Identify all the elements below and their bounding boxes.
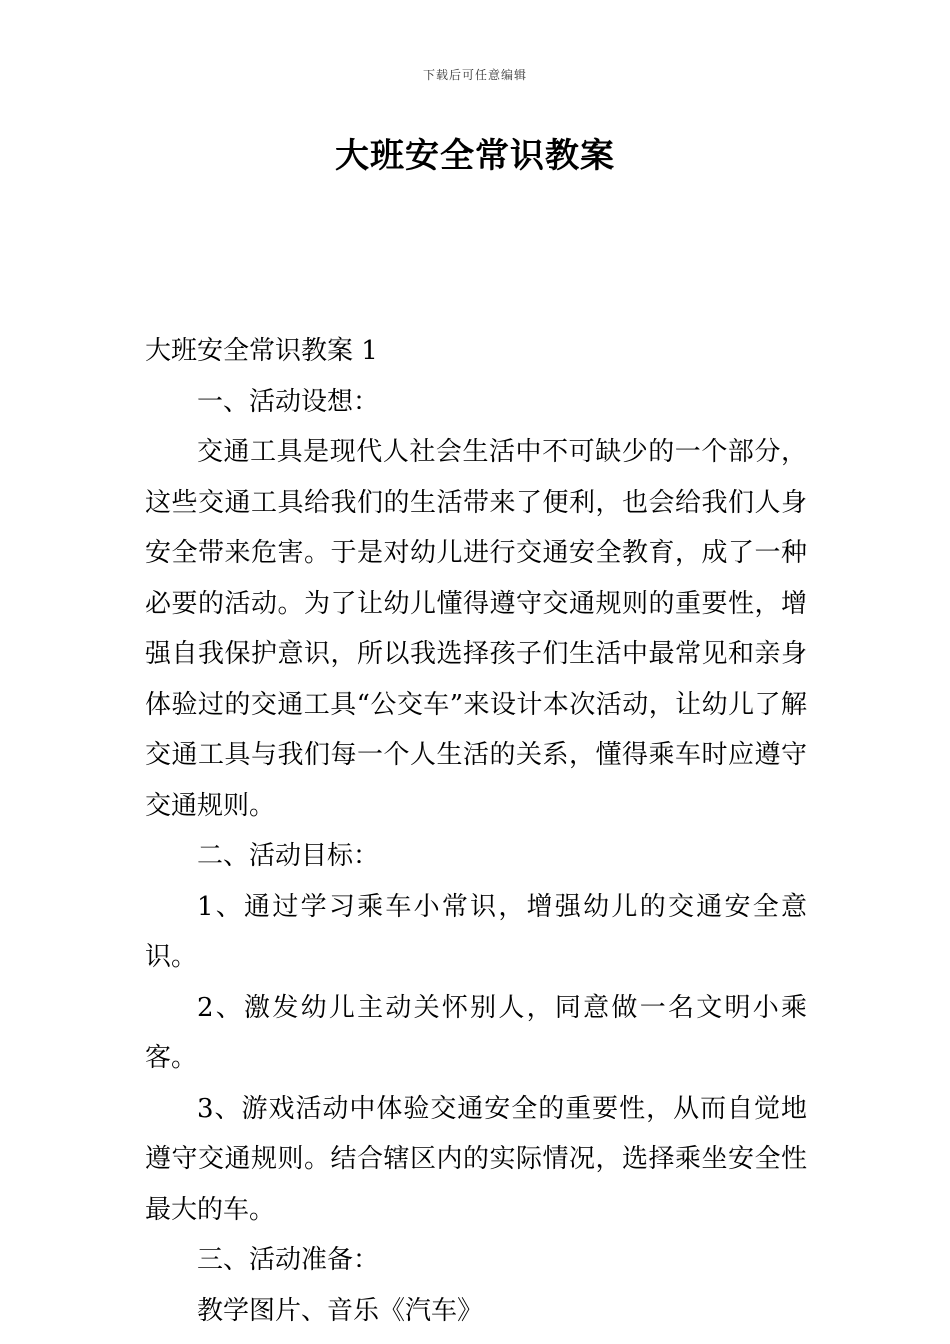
heading-activity-concept: 一、活动设想： (197, 386, 380, 417)
goal-item-2: 2、激发幼儿主动关怀别人，同意做一名文明小乘客。 (145, 992, 807, 1073)
paragraph-activity-concept: 交通工具是现代人社会生活中不可缺少的一个部分，这些交通工具给我们的生活带来了便利，也会给我们人身安全带来危害。于是对幼儿进行交通安全教育，成了一种必要的活动。为了让幼儿懂得遵守交通规则的重要性，增强自我保护意识，所以我选择孩子们生活中最常见和亲身体验过的交通工具“公交车”来设计本次活动，让幼儿了解交通工具与我们每一个人生活的关系，懂得乘车时应遵守交通规则。 (145, 437, 807, 821)
page-header-note: 下载后可任意编辑 (422, 68, 527, 82)
section-title: 大班安全常识教案 1 (145, 336, 378, 366)
goal-item-3: 3、游戏活动中体验交通安全的重要性，从而自觉地遵守交通规则。结合辖区内的实际情况，选择乘坐安全性最大的车。 (145, 1093, 807, 1225)
document-title: 大班安全常识教案 (335, 136, 615, 176)
heading-activity-goals: 二、活动目标： (197, 841, 380, 871)
goal-item-1: 1、通过学习乘车小常识，增强幼儿的交通安全意识。 (145, 891, 807, 972)
heading-activity-preparation: 三、活动准备： (197, 1245, 380, 1275)
document-body (145, 326, 807, 1336)
paragraph-preparation-materials: 教学图片、音乐《汽车》 (197, 1295, 484, 1326)
